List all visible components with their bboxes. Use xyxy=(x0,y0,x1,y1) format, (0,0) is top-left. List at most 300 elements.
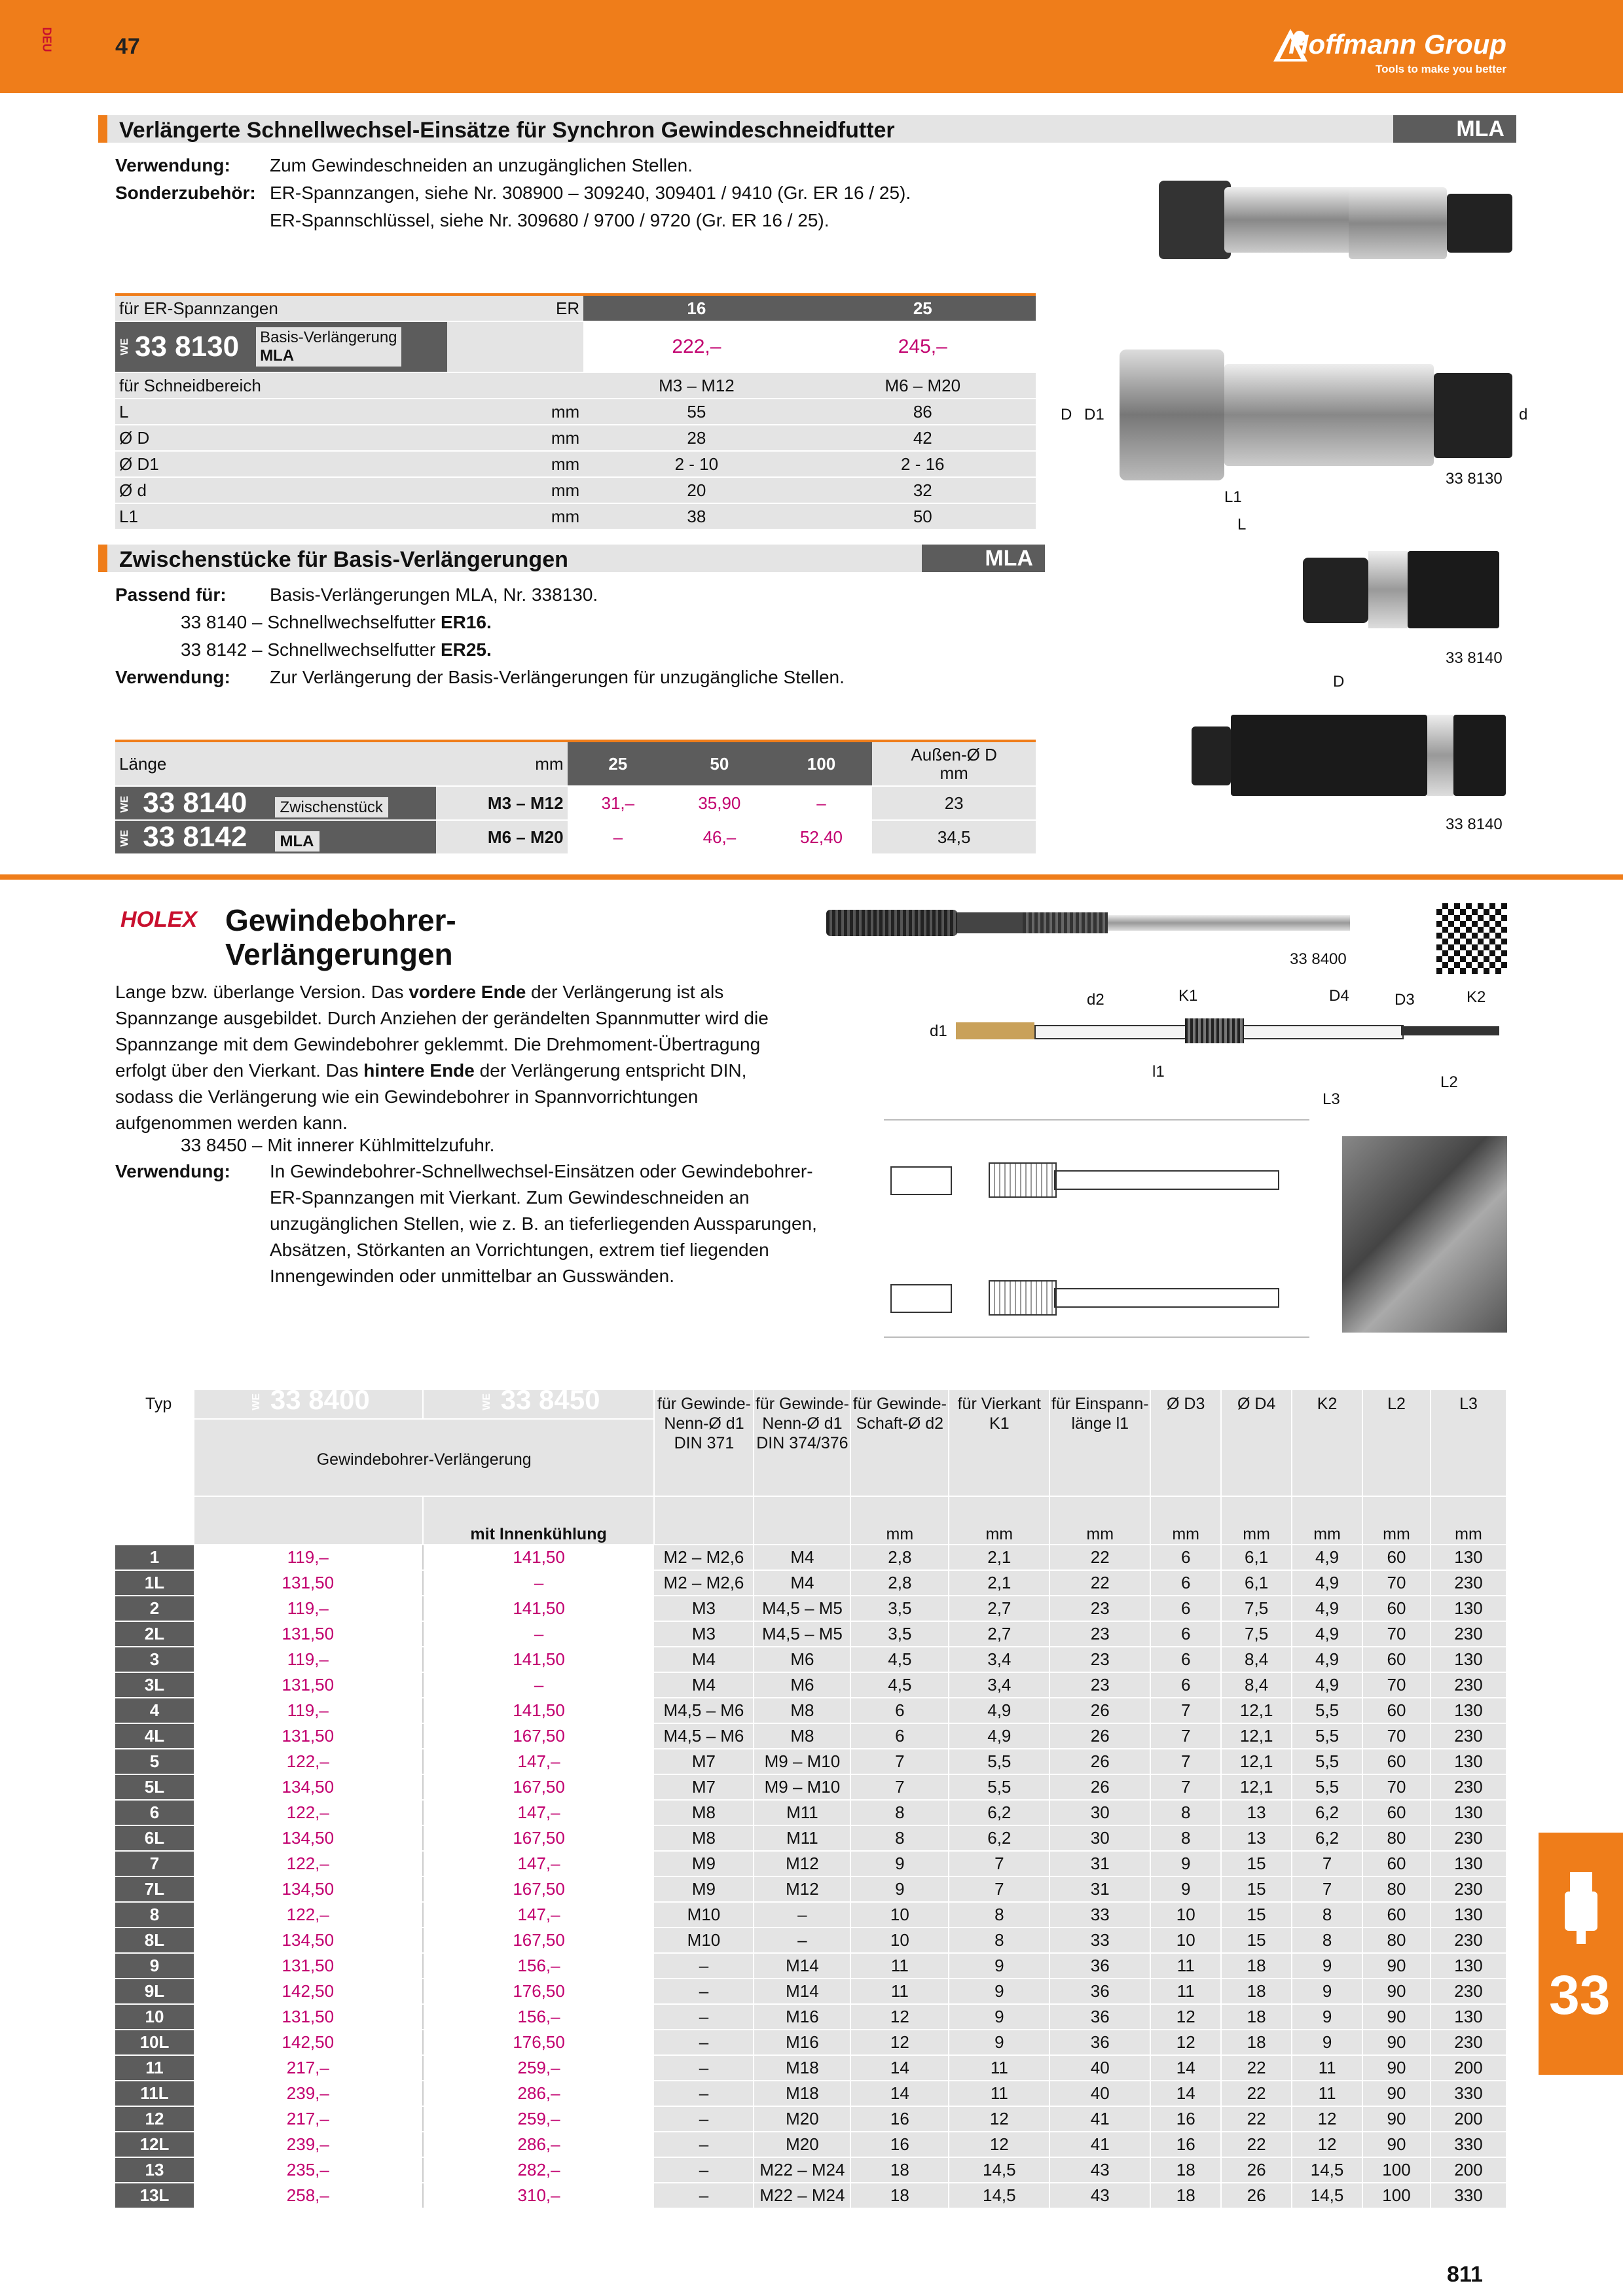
spec-cell: 6 xyxy=(1150,1596,1221,1621)
type-cell: 3 xyxy=(115,1647,194,1672)
price-cell: 142,50 xyxy=(194,2030,423,2055)
spec-cell: M8 xyxy=(654,1800,754,1825)
type-cell: 6L xyxy=(115,1825,194,1851)
spec-cell: 6,2 xyxy=(1292,1800,1362,1825)
spec-cell: 7 xyxy=(1150,1723,1221,1749)
spec-cell: 4,9 xyxy=(1292,1647,1362,1672)
spec-cell: M12 xyxy=(754,1876,850,1902)
spec-cell: – xyxy=(654,2183,754,2208)
spec-cell: 4,9 xyxy=(1292,1621,1362,1647)
spec-cell: M11 xyxy=(754,1825,850,1851)
spec-cell: – xyxy=(754,1902,850,1928)
spec-cell: 30 xyxy=(1049,1800,1150,1825)
spec-cell: 14 xyxy=(1150,2055,1221,2081)
unit-cell: mm xyxy=(1049,1496,1150,1545)
type-cell: 2L xyxy=(115,1621,194,1647)
spec-cell: 18 xyxy=(1150,2183,1221,2208)
photo-33-8140-long xyxy=(1192,704,1506,802)
price-cell: 131,50 xyxy=(194,1723,423,1749)
spec-cell: 8 xyxy=(1150,1800,1221,1825)
spec-cell: 12,1 xyxy=(1221,1723,1292,1749)
spec-cell: 200 xyxy=(1431,2055,1506,2081)
spec-cell: 14,5 xyxy=(949,2183,1049,2208)
spec-cell: 70 xyxy=(1362,1570,1431,1596)
spec-cell: M2 – M2,6 xyxy=(654,1545,754,1570)
unit-cell: mm xyxy=(1431,1496,1506,1545)
type-cell: 1L xyxy=(115,1570,194,1596)
spec-cell: 31 xyxy=(1049,1851,1150,1876)
spec-cell: 130 xyxy=(1431,1749,1506,1774)
spec-cell: – xyxy=(654,2055,754,2081)
spec-cell: 80 xyxy=(1362,1825,1431,1851)
unit-cell: mm xyxy=(1150,1496,1221,1545)
price-cell: 217,– xyxy=(194,2106,423,2132)
spec-cell: 6,1 xyxy=(1221,1570,1292,1596)
spec-cell: 9 xyxy=(1292,2030,1362,2055)
spec-cell: 22 xyxy=(1221,2081,1292,2106)
spec-cell: 90 xyxy=(1362,2132,1431,2157)
spec-cell: 70 xyxy=(1362,1774,1431,1800)
spec-cell: 15 xyxy=(1221,1876,1292,1902)
photo-33-8140-short xyxy=(1303,545,1499,636)
type-cell: 13L xyxy=(115,2183,194,2208)
type-cell: 12L xyxy=(115,2132,194,2157)
spec-cell: 12 xyxy=(1292,2106,1362,2132)
section-divider xyxy=(0,874,1623,880)
price-cell: 239,– xyxy=(194,2132,423,2157)
paragraph-part: der Verlängerung entspricht DIN, sodass die Verlängerung wie ein Gewindebohrer in Spannvorrichtungen aufgenommen werden kann. xyxy=(115,1060,747,1133)
spec-cell: 9 xyxy=(1292,2004,1362,2030)
spec-value: 38 xyxy=(583,503,809,529)
spec-cell: M6 xyxy=(754,1647,850,1672)
section1-title: Verlängerte Schnellwechsel-Einsätze für Synchron Gewindeschneidfutter xyxy=(119,118,895,143)
price-cell: 147,– xyxy=(423,1902,655,1928)
spec-cell: 4,9 xyxy=(1292,1596,1362,1621)
price-cell: 259,– xyxy=(423,2106,655,2132)
type-cell: 13 xyxy=(115,2157,194,2183)
price-cell: 134,50 xyxy=(194,1825,423,1851)
spec-cell: 23 xyxy=(1049,1672,1150,1698)
accessory-text-2: ER-Spannschlüssel, siehe Nr. 309680 / 9700 / 9720 (Gr. ER 16 / 25). xyxy=(270,210,830,230)
spec-cell: 7 xyxy=(1292,1851,1362,1876)
spec-cell: 230 xyxy=(1431,1825,1506,1851)
spec-cell: M16 xyxy=(754,2030,850,2055)
chapter-tab[interactable] xyxy=(1539,1833,1623,2075)
type-cell: 6 xyxy=(115,1800,194,1825)
spec-unit: mm xyxy=(447,477,583,503)
spec-cell: 8 xyxy=(850,1825,949,1851)
price-cell: 176,50 xyxy=(423,2030,655,2055)
spec-cell: M9 – M10 xyxy=(754,1749,850,1774)
spec-cell: M3 xyxy=(654,1596,754,1621)
spec-cell: 130 xyxy=(1431,1596,1506,1621)
price-cell: 122,– xyxy=(194,1800,423,1825)
spec-cell: M9 xyxy=(654,1876,754,1902)
spec-cell: 9 xyxy=(1292,1953,1362,1979)
spec-cell: M18 xyxy=(754,2081,850,2106)
price-cell: 239,– xyxy=(194,2081,423,2106)
spec-cell: 230 xyxy=(1431,1723,1506,1749)
spec-cell: 10 xyxy=(850,1902,949,1928)
spec-cell: – xyxy=(654,2132,754,2157)
spec-cell: 90 xyxy=(1362,2081,1431,2106)
price-cell: 259,– xyxy=(423,2055,655,2081)
price-cell: 122,– xyxy=(194,1902,423,1928)
type-cell: 10L xyxy=(115,2030,194,2055)
spec-cell: – xyxy=(654,2081,754,2106)
spec-cell: 60 xyxy=(1362,1800,1431,1825)
price-cell: 235,– xyxy=(194,2157,423,2183)
spec-cell: 7 xyxy=(1292,1876,1362,1902)
spec-cell: 26 xyxy=(1221,2183,1292,2208)
price-33-8130-er16: 222,– xyxy=(583,321,809,372)
spec-value: 42 xyxy=(810,425,1036,451)
spec-cell: 18 xyxy=(850,2183,949,2208)
spec-label: Ø d xyxy=(115,477,447,503)
spec-cell: 2,7 xyxy=(949,1621,1049,1647)
price-cell: 258,– xyxy=(194,2183,423,2208)
spec-cell: 2,7 xyxy=(949,1596,1049,1621)
table-row xyxy=(115,2132,1506,2157)
spec-cell: 10 xyxy=(850,1928,949,1953)
brand-tagline: Tools to make you better xyxy=(1376,63,1506,75)
spec-cell: 14,5 xyxy=(1292,2157,1362,2183)
tap-extension-table: Typ WE 33 8400 WE 33 8450 für Gewinde-Nenn-Ø d1 DIN 371 für Gewinde-Nenn-Ø d1 DIN 374/376 für Gewinde-Schaft-Ø d2 für Vierkant K1 für Einspann-länge l1 Ø D3 Ø D4 K2 L2 L3 Gewindebohrer-Verlängerung mit Innenkühlung mm mm mm mm mm mm mm mm 1 119,– 141,50 M2 – M2,6 M4 2,8 2,1 22 6 6,1 4,9 60 130 1L 131,50 – M2 – M2,6 M4 2,8 2,1 22 6 6,1 4,9 70 230 2 119,– 141,50 M3 M4,5 – M5 3,5 2,7 23 6 7,5 4,9 60 130 2L 131,50 – M3 M4,5 – M5 3,5 2,7 23 6 7,5 4,9 70 230 3 119,– 141,50 M4 M6 4,5 3,4 23 6 8,4 4,9 60 130 3L 131,50 – M4 M6 4,5 3,4 23 6 8,4 4,9 70 230 4 119,– 141,50 M4,5 – M6 M8 6 4,9 26 7 12,1 5,5 60 130 4L 131,50 167,50 M4,5 – M6 M8 6 4,9 26 7 12,1 5,5 70 230 5 122,– 147,– M7 M9 – M10 7 5,5 26 7 12,1 5,5 60 130 5L 134,50 167,50 M7 M9 – M10 7 5,5 26 7 12,1 5,5 70 230 6 122,– 147,– M8 M11 8 6,2 30 8 13 6,2 60 130 6L 134,50 167,50 M8 M11 8 6,2 30 8 13 6,2 80 230 7 122,– 147,– M9 M12 9 7 31 9 15 7 60 130 7L 134,50 167,50 M9 M12 9 7 31 9 15 7 80 230 8 122,– 147,– M10 – 10 8 33 10 15 8 60 130 8L 134,50 167,50 M10 – 10 8 33 10 15 8 80 230 9 131,50 156,– – M14 11 9 36 11 18 9 90 130 9L 142,50 176,50 – M14 11 9 36 11 18 9 90 230 10 131,50 156,– – M16 12 9 36 12 18 9 90 130 10L 142,50 176,50 – M16 12 9 36 12 18 9 90 230 11 217,– 259,– – M18 14 11 40 14 22 11 90 200 11L 239,– 286,– – M18 14 11 40 14 22 11 90 330 12 217,– 259,– – M20 16 12 41 16 22 12 90 200 12L 239,– 286,– – M20 16 12 41 16 22 12 90 330 13 235,– 282,– – M22 – M24 18 14,5 43 18 26 14,5 100 200 13L 258,– 310,– – M22 – M24 18 14,5 43 18 26 14,5 100 330 xyxy=(115,1390,1507,2209)
price-cell: 122,– xyxy=(194,1749,423,1774)
price-cell: 119,– xyxy=(194,1647,423,1672)
section3-use: 33 8450 – Mit innerer Kühlmittelzufuhr. Verwendung: In Gewindebohrer-Schnellwechsel-Einsätzen oder Gewindebohrer-ER-Spannzangen mit Vierkant. Zum Gewindeschneiden an unzugänglichen Stellen, wie z. B. an tieferliegenden Aussparungen, Absätzen, Störkanten an Vorrichtungen, extrem tief liegenden Innengewinden oder unmittelbar an Gusswänden. xyxy=(115,1135,817,1286)
spec-cell: 15 xyxy=(1221,1902,1292,1928)
spec-cell: 9 xyxy=(949,2004,1049,2030)
spec-cell: 230 xyxy=(1431,1876,1506,1902)
drawing-33-8130: D D1 d L1 L 33 8130 xyxy=(1061,340,1558,537)
spec-cell: 4,9 xyxy=(1292,1570,1362,1596)
spec-cell: 18 xyxy=(1221,2004,1292,2030)
price-cell: 286,– xyxy=(423,2132,655,2157)
spec-cell: 11 xyxy=(1150,1953,1221,1979)
spec-cell: 36 xyxy=(1049,1953,1150,1979)
spec-cell: 31 xyxy=(1049,1876,1150,1902)
accessory-label: Sonderzubehör: xyxy=(115,183,256,203)
spec-cell: 8 xyxy=(1292,1902,1362,1928)
use-text: Zum Gewindeschneiden an unzugänglichen Stellen. xyxy=(270,155,693,175)
article-33-8400: 33 8400 xyxy=(270,1384,370,1415)
spec-label: L1 xyxy=(115,503,447,529)
table-row xyxy=(115,2183,1506,2208)
price-cell: 167,50 xyxy=(423,1928,655,1953)
spec-cell: 26 xyxy=(1049,1698,1150,1723)
spec-cell: 18 xyxy=(1221,2030,1292,2055)
spec-cell: 22 xyxy=(1221,2106,1292,2132)
spec-cell: 130 xyxy=(1431,1851,1506,1876)
spec-cell: 14 xyxy=(1150,2081,1221,2106)
spec-cell: 16 xyxy=(1150,2106,1221,2132)
spec-cell: 30 xyxy=(1049,1825,1150,1851)
spec-cell: 9 xyxy=(850,1851,949,1876)
drawing-33-8400: d2 K1 D4 D3 K2 d1 l1 L2 L3 xyxy=(903,982,1519,1119)
unit-cell xyxy=(754,1496,850,1545)
section1-code: MLA xyxy=(1393,115,1516,143)
spec-cell: 330 xyxy=(1431,2183,1506,2208)
table-row xyxy=(115,1979,1506,2004)
spec-cell: 90 xyxy=(1362,2106,1431,2132)
spec-cell: 40 xyxy=(1049,2055,1150,2081)
spec-cell: 13 xyxy=(1221,1800,1292,1825)
type-cell: 12 xyxy=(115,2106,194,2132)
table-row xyxy=(115,2030,1506,2055)
spec-cell: M12 xyxy=(754,1851,850,1876)
type-cell: 11 xyxy=(115,2055,194,2081)
section1-title-bar xyxy=(98,115,1516,143)
table-row xyxy=(115,1723,1506,1749)
section3-paragraph xyxy=(115,979,796,1136)
schematic-drawings xyxy=(884,1119,1309,1338)
spec-cell: 12 xyxy=(949,2106,1049,2132)
spec-cell: 230 xyxy=(1431,1672,1506,1698)
spec-cell: 22 xyxy=(1221,2132,1292,2157)
spec-cell: 4,9 xyxy=(949,1698,1049,1723)
spec-cell: M8 xyxy=(654,1825,754,1851)
spec-cell: 6 xyxy=(1150,1621,1221,1647)
spec-cell: 5,5 xyxy=(1292,1749,1362,1774)
spec-unit xyxy=(447,372,583,399)
spec-cell: 14,5 xyxy=(949,2157,1049,2183)
spec-cell: 9 xyxy=(949,1979,1049,2004)
spec-cell: M8 xyxy=(754,1698,850,1723)
table-row xyxy=(115,1672,1506,1698)
spec-cell: 6 xyxy=(1150,1647,1221,1672)
price-33-8130-er25: 245,– xyxy=(810,321,1036,372)
price-cell: 167,50 xyxy=(423,1723,655,1749)
spec-value: M6 – M20 xyxy=(810,372,1036,399)
spec-cell: 9 xyxy=(850,1876,949,1902)
paragraph-part: hintere Ende xyxy=(363,1060,475,1081)
spec-cell: 90 xyxy=(1362,2004,1431,2030)
table-row xyxy=(115,2055,1506,2081)
type-cell: 11L xyxy=(115,2081,194,2106)
spec-cell: 22 xyxy=(1221,2055,1292,2081)
unit-cell xyxy=(654,1496,754,1545)
spec-value: M3 – M12 xyxy=(583,372,809,399)
spec-cell: – xyxy=(654,2157,754,2183)
spec-cell: 70 xyxy=(1362,1723,1431,1749)
type-cell: 8 xyxy=(115,1902,194,1928)
table-row xyxy=(115,2106,1506,2132)
spec-cell: 6,2 xyxy=(949,1800,1049,1825)
spec-cell: M3 xyxy=(654,1621,754,1647)
price-cell: 131,50 xyxy=(194,1953,423,1979)
spec-cell: M16 xyxy=(754,2004,850,2030)
spec-cell: M22 – M24 xyxy=(754,2157,850,2183)
price-cell: 134,50 xyxy=(194,1876,423,1902)
spec-value: 50 xyxy=(810,503,1036,529)
spec-cell: 14 xyxy=(850,2055,949,2081)
spec-cell: 70 xyxy=(1362,1672,1431,1698)
spec-cell: 230 xyxy=(1431,1774,1506,1800)
page-header xyxy=(0,0,1623,93)
spec-cell: – xyxy=(654,2004,754,2030)
price-cell: 282,– xyxy=(423,2157,655,2183)
holex-logo: HOLEX xyxy=(120,907,198,932)
table-row xyxy=(115,1928,1506,1953)
spec-cell: 40 xyxy=(1049,2081,1150,2106)
spec-cell: 7 xyxy=(850,1749,949,1774)
spec-cell: 43 xyxy=(1049,2157,1150,2183)
spec-cell: M4,5 – M5 xyxy=(754,1596,850,1621)
price-cell: 156,– xyxy=(423,2004,655,2030)
product-photo-er25 xyxy=(1349,181,1512,266)
spec-value: 32 xyxy=(810,477,1036,503)
price-cell: 141,50 xyxy=(423,1698,655,1723)
spec-cell: 8 xyxy=(949,1928,1049,1953)
spec-cell: M11 xyxy=(754,1800,850,1825)
spec-cell: 7 xyxy=(1150,1698,1221,1723)
table-row xyxy=(115,1825,1506,1851)
price-cell: 131,50 xyxy=(194,1570,423,1596)
spec-cell: 7,5 xyxy=(1221,1621,1292,1647)
spec-cell: M14 xyxy=(754,1979,850,2004)
price-cell: 131,50 xyxy=(194,1672,423,1698)
price-cell: 134,50 xyxy=(194,1928,423,1953)
spec-cell: – xyxy=(654,1953,754,1979)
page-number: 47 xyxy=(115,34,140,59)
spec-cell: 6 xyxy=(850,1723,949,1749)
spec-cell: M4 xyxy=(754,1570,850,1596)
spec-cell: 230 xyxy=(1431,1621,1506,1647)
spec-cell: 11 xyxy=(850,1953,949,1979)
spec-cell: 43 xyxy=(1049,2183,1150,2208)
spec-cell: 5,5 xyxy=(1292,1698,1362,1723)
er-col-16: 16 xyxy=(583,295,809,321)
spec-value: 28 xyxy=(583,425,809,451)
spec-cell: 2,1 xyxy=(949,1570,1049,1596)
spec-cell: 16 xyxy=(850,2106,949,2132)
spec-cell: 12 xyxy=(850,2030,949,2055)
spec-value: 55 xyxy=(583,399,809,425)
spec-cell: 5,5 xyxy=(1292,1774,1362,1800)
spec-cell: 130 xyxy=(1431,1953,1506,1979)
spec-cell: – xyxy=(654,2106,754,2132)
spec-cell: 90 xyxy=(1362,1953,1431,1979)
spec-cell: – xyxy=(654,2030,754,2055)
spec-cell: 15 xyxy=(1221,1928,1292,1953)
type-cell: 10 xyxy=(115,2004,194,2030)
spec-cell: M9 – M10 xyxy=(754,1774,850,1800)
spec-cell: 10 xyxy=(1150,1928,1221,1953)
price-cell: 147,– xyxy=(423,1800,655,1825)
spec-cell: 6,2 xyxy=(1292,1825,1362,1851)
type-cell: 3L xyxy=(115,1672,194,1698)
spec-cell: 4,9 xyxy=(1292,1545,1362,1570)
price-cell: 310,– xyxy=(423,2183,655,2208)
table-row xyxy=(115,1621,1506,1647)
spec-cell: M4 xyxy=(654,1672,754,1698)
table-row xyxy=(115,1647,1506,1672)
spec-value: 86 xyxy=(810,399,1036,425)
unit-cell: mm xyxy=(1292,1496,1362,1545)
spec-cell: M4 xyxy=(754,1545,850,1570)
spec-cell: 6 xyxy=(1150,1545,1221,1570)
spec-cell: 100 xyxy=(1362,2183,1431,2208)
table-row xyxy=(115,2004,1506,2030)
spec-cell: 6 xyxy=(1150,1570,1221,1596)
spec-cell: 6 xyxy=(850,1698,949,1723)
spec-cell: 9 xyxy=(1292,1979,1362,2004)
spec-cell: 330 xyxy=(1431,2081,1506,2106)
price-cell: 167,50 xyxy=(423,1876,655,1902)
article-33-8140: WE 33 8140 Zwischenstück xyxy=(115,786,436,820)
spec-cell: 230 xyxy=(1431,1928,1506,1953)
spec-cell: 36 xyxy=(1049,2004,1150,2030)
spec-cell: M7 xyxy=(654,1749,754,1774)
spec-cell: 12,1 xyxy=(1221,1698,1292,1723)
spec-cell: 11 xyxy=(1292,2081,1362,2106)
section2-title-bar xyxy=(98,545,1045,572)
table-row xyxy=(115,1774,1506,1800)
spec-cell: 26 xyxy=(1049,1749,1150,1774)
spec-cell: 9 xyxy=(1150,1876,1221,1902)
table-row xyxy=(115,1570,1506,1596)
spec-cell: 200 xyxy=(1431,2106,1506,2132)
spec-cell: M14 xyxy=(754,1953,850,1979)
spec-cell: 3,5 xyxy=(850,1596,949,1621)
price-cell: 167,50 xyxy=(423,1825,655,1851)
application-photo xyxy=(1342,1136,1507,1333)
spec-cell: 3,4 xyxy=(949,1672,1049,1698)
spec-cell: M18 xyxy=(754,2055,850,2081)
spec-value: 2 - 16 xyxy=(810,451,1036,477)
spec-value: 2 - 10 xyxy=(583,451,809,477)
spec-cell: 14 xyxy=(850,2081,949,2106)
type-cell: 5 xyxy=(115,1749,194,1774)
spec-cell: 41 xyxy=(1049,2106,1150,2132)
spec-cell: 60 xyxy=(1362,1851,1431,1876)
spec-cell: 8 xyxy=(850,1800,949,1825)
spec-cell: 11 xyxy=(1292,2055,1362,2081)
spec-cell: M6 xyxy=(754,1672,850,1698)
table-row xyxy=(115,1596,1506,1621)
price-cell: 141,50 xyxy=(423,1647,655,1672)
table-row xyxy=(115,1953,1506,1979)
spec-cell: 41 xyxy=(1049,2132,1150,2157)
price-cell: 119,– xyxy=(194,1596,423,1621)
spec-cell: 5,5 xyxy=(949,1774,1049,1800)
spec-cell: 26 xyxy=(1221,2157,1292,2183)
spec-cell: 9 xyxy=(1150,1851,1221,1876)
spec-cell: 12 xyxy=(949,2132,1049,2157)
spec-cell: 90 xyxy=(1362,2055,1431,2081)
spec-cell: M4,5 – M6 xyxy=(654,1723,754,1749)
paragraph-part: der Verlängerung ist als Spannzange ausgebildet. Durch Anziehen der gerändelten Spannmutter wird die Spannzange mit dem Gewindebohrer geklemmt. Die Drehmoment-Übertragung erfolgt über den Vierkant. Das xyxy=(115,982,769,1081)
unit-cell: mm xyxy=(1362,1496,1431,1545)
spec-cell: 130 xyxy=(1431,1647,1506,1672)
spec-cell: 60 xyxy=(1362,1647,1431,1672)
spec-cell: M20 xyxy=(754,2132,850,2157)
spec-unit: mm xyxy=(447,503,583,529)
section1-text xyxy=(115,152,966,234)
table-row xyxy=(115,1851,1506,1876)
spec-cell: 80 xyxy=(1362,1876,1431,1902)
spec-cell: 7 xyxy=(1150,1749,1221,1774)
price-cell: 147,– xyxy=(423,1749,655,1774)
spec-cell: M7 xyxy=(654,1774,754,1800)
spec-cell: 230 xyxy=(1431,2030,1506,2055)
spec-cell: 33 xyxy=(1049,1928,1150,1953)
spec-cell: M4,5 – M5 xyxy=(754,1621,850,1647)
article-33-8142: WE 33 8142 MLA xyxy=(115,820,436,854)
paragraph-part: vordere Ende xyxy=(409,982,526,1002)
spec-label: L xyxy=(115,399,447,425)
